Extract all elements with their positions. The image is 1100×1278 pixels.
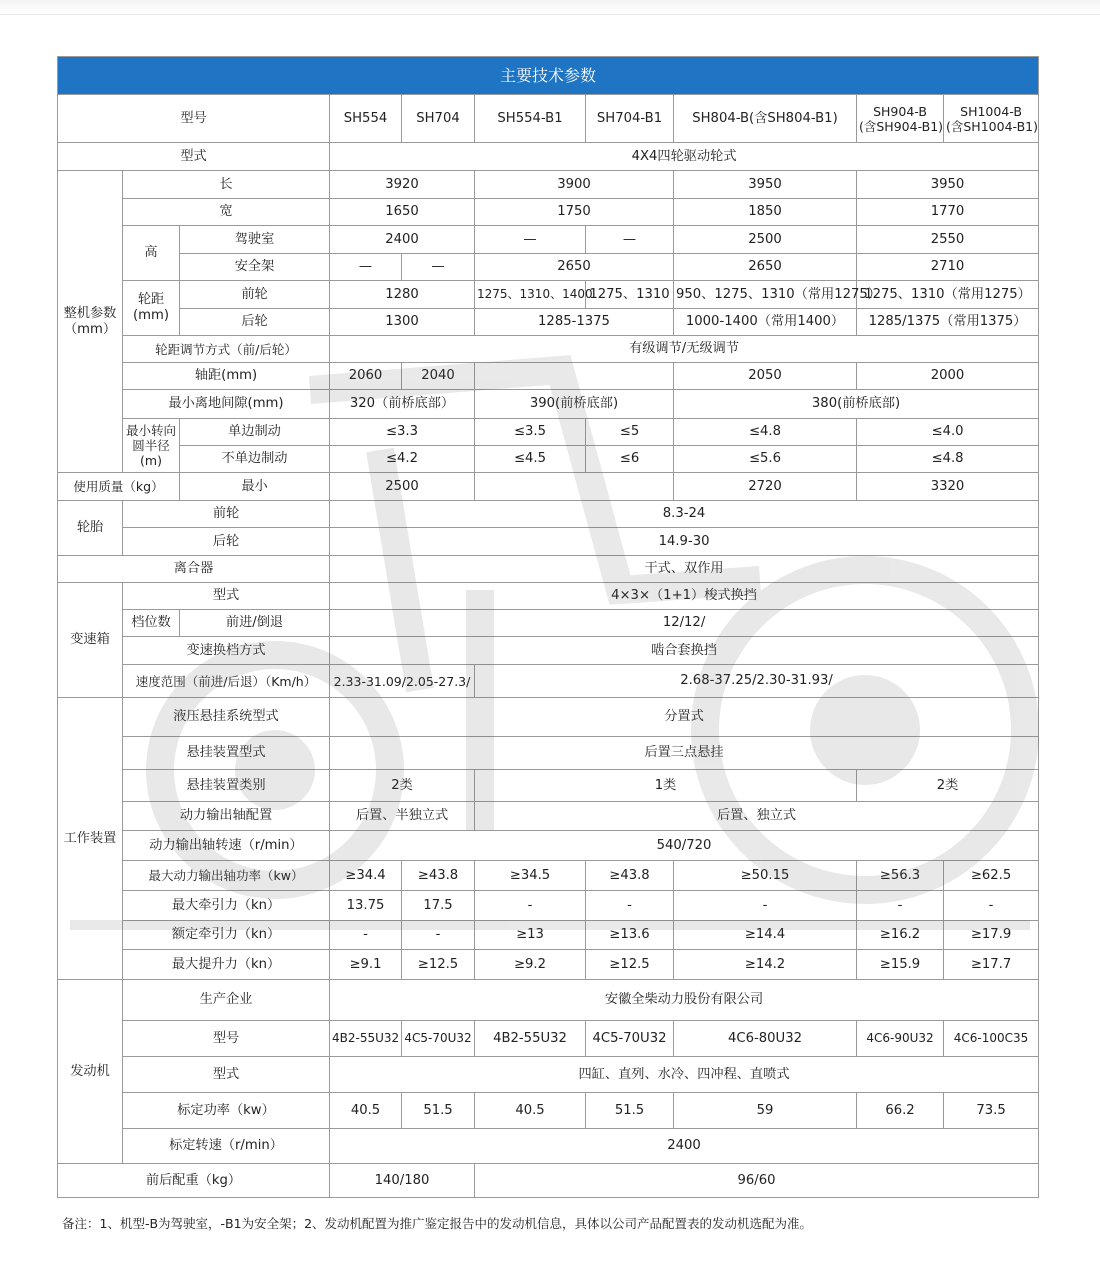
value-tyre-front: 8.3-24: [330, 501, 1039, 528]
max-traction-2: 17.5: [402, 891, 475, 921]
wheelbase-5: 2000: [857, 363, 1039, 390]
engine-model-1: 4B2-55U32: [330, 1021, 402, 1057]
length-3: 3950: [674, 171, 857, 199]
pto-power-7: ≥62.5: [944, 861, 1039, 891]
length-1: 3920: [330, 171, 475, 199]
max-lift-7: ≥17.7: [944, 950, 1039, 980]
group-engine: 发动机: [58, 980, 123, 1164]
row-max-traction: [58, 891, 1039, 921]
label-pto-power: 最大动力输出轴功率（kw）: [123, 861, 330, 891]
label-engine-form: 型式: [123, 1057, 330, 1093]
label-cab: 驾驶室: [180, 226, 330, 254]
title-row: [58, 57, 1039, 95]
cab-height-2: —: [475, 226, 586, 254]
model-sh704-b1: SH704-B1: [586, 95, 674, 143]
rated-traction-1: -: [330, 921, 402, 950]
rated-traction-4: ≥13.6: [586, 921, 674, 950]
track-rear-1: 1300: [330, 309, 475, 336]
cab-height-3: —: [586, 226, 674, 254]
radius-nosingle-5: ≤4.8: [857, 446, 1039, 473]
cab-height-5: 2550: [857, 226, 1039, 254]
wheelbase-3: [475, 363, 674, 390]
footnote: 备注：1、机型-B为驾驶室，-B1为安全架；2、发动机配置为推广鉴定报告中的发动机信息，具体以公司产品配置表的发动机选配为准。: [62, 1216, 813, 1231]
model-sh804: SH804-B(含SH804-B1): [674, 95, 857, 143]
row-rated-speed: [58, 1129, 1039, 1164]
label-rated-speed: 标定转速（r/min）: [123, 1129, 330, 1164]
model-sh1004: [944, 95, 1039, 143]
label-hitch-type: 悬挂装置型式: [123, 737, 330, 770]
model-sh904-line2: (含SH904-B1): [859, 118, 944, 134]
value-gears: 12/12/: [330, 610, 1039, 637]
label-rated-power: 标定功率（kw）: [123, 1093, 330, 1129]
width-1: 1650: [330, 199, 475, 226]
max-traction-6: -: [857, 891, 944, 921]
label-gearbox-form: 型式: [123, 583, 330, 610]
cab-height-4: 2500: [674, 226, 857, 254]
spec-table-container: [57, 56, 1038, 1198]
value-track-adjust: 有级调节/无级调节: [330, 336, 1039, 363]
track-front-5: 1275、1310（常用1275）: [857, 281, 1039, 309]
rated-power-1: 40.5: [330, 1093, 402, 1129]
model-sh1004-line1: SH1004-B: [960, 103, 1022, 119]
top-bar: [0, 0, 1100, 15]
row-radius-single: [58, 419, 1039, 446]
wheelbase-4: 2050: [674, 363, 857, 390]
max-lift-4: ≥12.5: [586, 950, 674, 980]
label-speed: 速度范围（前进/后退）（Km/h）: [123, 665, 330, 698]
row-mass: [58, 473, 1039, 501]
label-single-brake: 单边制动: [180, 419, 330, 446]
label-fwd-rev: 前进/倒退: [180, 610, 330, 637]
speed-1: 2.33-31.09/2.05-27.3/: [330, 665, 475, 698]
width-3: 1850: [674, 199, 857, 226]
rated-power-2: 51.5: [402, 1093, 475, 1129]
row-form: [58, 143, 1039, 171]
row-engine-model: [58, 1021, 1039, 1057]
clearance-2: 390(前桥底部): [475, 390, 674, 419]
row-ballast: [58, 1164, 1039, 1198]
label-hyd-type: 液压悬挂系统型式: [123, 698, 330, 737]
track-front-2: 1275、1310、1400: [475, 281, 586, 309]
radius-nosingle-4: ≤5.6: [674, 446, 857, 473]
label-mass-min: 最小: [180, 473, 330, 501]
row-cab-height: [58, 226, 1039, 254]
label-turning-radius: 最小转向圆半径(m): [123, 419, 180, 473]
model-sh1004-line2: (含SH1004-B1): [946, 118, 1038, 134]
radius-single-5: ≤4.0: [857, 419, 1039, 446]
rated-power-6: 66.2: [857, 1093, 944, 1129]
label-clearance: 最小离地间隙(mm): [123, 390, 330, 419]
row-tyre-front: [58, 501, 1039, 528]
row-length: [58, 171, 1039, 199]
model-sh554-b1: SH554-B1: [475, 95, 586, 143]
max-traction-7: -: [944, 891, 1039, 921]
value-engine-form: 四缸、直列、水冷、四冲程、直喷式: [330, 1057, 1039, 1093]
length-4: 3950: [857, 171, 1039, 199]
row-model: [58, 95, 1039, 143]
row-gearbox-form: [58, 583, 1039, 610]
max-lift-5: ≥14.2: [674, 950, 857, 980]
row-radius-nosingle: [58, 446, 1039, 473]
rated-power-5: 59: [674, 1093, 857, 1129]
label-hitch-cat: 悬挂装置类别: [123, 770, 330, 802]
max-lift-2: ≥12.5: [402, 950, 475, 980]
row-gears: [58, 610, 1039, 637]
rated-traction-3: ≥13: [475, 921, 586, 950]
engine-model-2: 4C5-70U32: [402, 1021, 475, 1057]
row-rated-traction: [58, 921, 1039, 950]
rated-traction-6: ≥16.2: [857, 921, 944, 950]
track-front-1: 1280: [330, 281, 475, 309]
engine-model-7: 4C6-100C35: [944, 1021, 1039, 1057]
radius-single-1: ≤3.3: [330, 419, 475, 446]
row-speed: [58, 665, 1039, 698]
label-no-single-brake: 不单边制动: [180, 446, 330, 473]
label-tyre-rear: 后轮: [123, 528, 330, 556]
ballast-1: 140/180: [330, 1164, 475, 1198]
radius-single-4: ≤4.8: [674, 419, 857, 446]
label-wheelbase: 轴距(mm): [123, 363, 330, 390]
rated-power-7: 73.5: [944, 1093, 1039, 1129]
value-rated-speed: 2400: [330, 1129, 1039, 1164]
row-pto-power: [58, 861, 1039, 891]
hitch-cat-2: 1类: [475, 770, 857, 802]
label-rops: 安全架: [180, 254, 330, 281]
track-rear-4: 1285/1375（常用1375）: [857, 309, 1039, 336]
label-max-traction: 最大牵引力（kn）: [123, 891, 330, 921]
row-pto-config: [58, 802, 1039, 831]
row-track-front: [58, 281, 1039, 309]
pto-power-1: ≥34.4: [330, 861, 402, 891]
pto-config-1: 后置、半独立式: [330, 802, 475, 831]
engine-model-6: 4C6-90U32: [857, 1021, 944, 1057]
max-traction-1: 13.75: [330, 891, 402, 921]
label-track-rear: 后轮: [180, 309, 330, 336]
mass-1: 2500: [330, 473, 475, 501]
ballast-2: 96/60: [475, 1164, 1039, 1198]
label-max-lift: 最大提升力（kn）: [123, 950, 330, 980]
label-ballast: 前后配重（kg）: [58, 1164, 330, 1198]
width-2: 1750: [475, 199, 674, 226]
max-traction-3: -: [475, 891, 586, 921]
radius-nosingle-1: ≤4.2: [330, 446, 475, 473]
engine-model-4: 4C5-70U32: [586, 1021, 674, 1057]
row-shift-mode: [58, 637, 1039, 665]
cab-height-1: 2400: [330, 226, 475, 254]
row-rops-height: [58, 254, 1039, 281]
pto-power-6: ≥56.3: [857, 861, 944, 891]
model-sh704: SH704: [402, 95, 475, 143]
rops-height-5: 2710: [857, 254, 1039, 281]
track-front-3: 1275、1310: [586, 281, 674, 309]
spec-table: [57, 56, 1039, 1198]
row-track-adjust: [58, 336, 1039, 363]
wheelbase-2: 2040: [402, 363, 475, 390]
track-rear-3: 1000-1400（常用1400）: [674, 309, 857, 336]
track-rear-2: 1285-1375: [475, 309, 674, 336]
label-track: 轮距(mm): [123, 281, 180, 336]
label-clutch: 离合器: [58, 556, 330, 583]
row-rated-power: [58, 1093, 1039, 1129]
rated-power-3: 40.5: [475, 1093, 586, 1129]
row-max-lift: [58, 950, 1039, 980]
pto-config-2: 后置、独立式: [475, 802, 1039, 831]
rated-power-4: 51.5: [586, 1093, 674, 1129]
row-clearance: [58, 390, 1039, 419]
engine-model-3: 4B2-55U32: [475, 1021, 586, 1057]
pto-power-3: ≥34.5: [475, 861, 586, 891]
rops-height-3: 2650: [475, 254, 674, 281]
pto-power-4: ≥43.8: [586, 861, 674, 891]
row-hitch-cat: [58, 770, 1039, 802]
label-height: 高: [123, 226, 180, 281]
value-clutch: 干式、双作用: [330, 556, 1039, 583]
radius-single-2: ≤3.5: [475, 419, 586, 446]
mass-3: 2720: [674, 473, 857, 501]
label-track-adjust: 轮距调节方式（前/后轮）: [123, 336, 330, 363]
radius-nosingle-2: ≤4.5: [475, 446, 586, 473]
table-title: 主要技术参数: [58, 57, 1039, 95]
wheelbase-1: 2060: [330, 363, 402, 390]
value-manufacturer: 安徽全柴动力股份有限公司: [330, 980, 1039, 1021]
label-tyre-front: 前轮: [123, 501, 330, 528]
hitch-cat-3: 2类: [857, 770, 1039, 802]
rops-height-4: 2650: [674, 254, 857, 281]
group-gearbox: 变速箱: [58, 583, 123, 698]
engine-model-5: 4C6-80U32: [674, 1021, 857, 1057]
label-form: 型式: [58, 143, 330, 171]
radius-single-3: ≤5: [586, 419, 674, 446]
width-4: 1770: [857, 199, 1039, 226]
rated-traction-5: ≥14.4: [674, 921, 857, 950]
row-engine-form: [58, 1057, 1039, 1093]
row-clutch: [58, 556, 1039, 583]
label-model: 型号: [58, 95, 330, 143]
group-machine-params: 整机参数（mm）: [58, 171, 123, 473]
model-sh554: SH554: [330, 95, 402, 143]
speed-2: 2.68-37.25/2.30-31.93/: [475, 665, 1039, 698]
label-length: 长: [123, 171, 330, 199]
clearance-3: 380(前桥底部): [674, 390, 1039, 419]
row-manufacturer: [58, 980, 1039, 1021]
row-hitch-type: [58, 737, 1039, 770]
rops-height-2: —: [402, 254, 475, 281]
max-lift-6: ≥15.9: [857, 950, 944, 980]
radius-nosingle-3: ≤6: [586, 446, 674, 473]
hitch-cat-1: 2类: [330, 770, 475, 802]
row-track-rear: [58, 309, 1039, 336]
value-pto-speed: 540/720: [330, 831, 1039, 861]
max-lift-1: ≥9.1: [330, 950, 402, 980]
value-hyd-type: 分置式: [330, 698, 1039, 737]
value-form: 4X4四轮驱动轮式: [330, 143, 1039, 171]
label-pto-speed: 动力输出轴转速（r/min）: [123, 831, 330, 861]
label-engine-model: 型号: [123, 1021, 330, 1057]
value-shift-mode: 啮合套换挡: [330, 637, 1039, 665]
label-rated-traction: 额定牵引力（kn）: [123, 921, 330, 950]
pto-power-5: ≥50.15: [674, 861, 857, 891]
row-wheelbase: [58, 363, 1039, 390]
value-hitch-type: 后置三点悬挂: [330, 737, 1039, 770]
value-gearbox-form: 4×3×（1+1）梭式换挡: [330, 583, 1039, 610]
label-width: 宽: [123, 199, 330, 226]
pto-power-2: ≥43.8: [402, 861, 475, 891]
group-tyres: 轮胎: [58, 501, 123, 556]
value-tyre-rear: 14.9-30: [330, 528, 1039, 556]
label-mass: 使用质量（kg）: [58, 473, 180, 501]
label-shift-mode: 变速换档方式: [123, 637, 330, 665]
mass-4: 3320: [857, 473, 1039, 501]
length-2: 3900: [475, 171, 674, 199]
rops-height-1: —: [330, 254, 402, 281]
mass-2: [475, 473, 674, 501]
max-lift-3: ≥9.2: [475, 950, 586, 980]
label-track-front: 前轮: [180, 281, 330, 309]
max-traction-5: -: [674, 891, 857, 921]
rated-traction-7: ≥17.9: [944, 921, 1039, 950]
model-sh904: [857, 95, 944, 143]
label-manufacturer: 生产企业: [123, 980, 330, 1021]
row-hyd-type: [58, 698, 1039, 737]
row-width: [58, 199, 1039, 226]
label-pto-config: 动力输出轴配置: [123, 802, 330, 831]
clearance-1: 320（前桥底部）: [330, 390, 475, 419]
track-front-4: 950、1275、1310（常用1275）: [674, 281, 857, 309]
max-traction-4: -: [586, 891, 674, 921]
row-pto-speed: [58, 831, 1039, 861]
rated-traction-2: -: [402, 921, 475, 950]
group-implements: 工作装置: [58, 698, 123, 980]
row-tyre-rear: [58, 528, 1039, 556]
model-sh904-line1: SH904-B: [873, 103, 927, 119]
label-gear-count: 档位数: [123, 610, 180, 637]
